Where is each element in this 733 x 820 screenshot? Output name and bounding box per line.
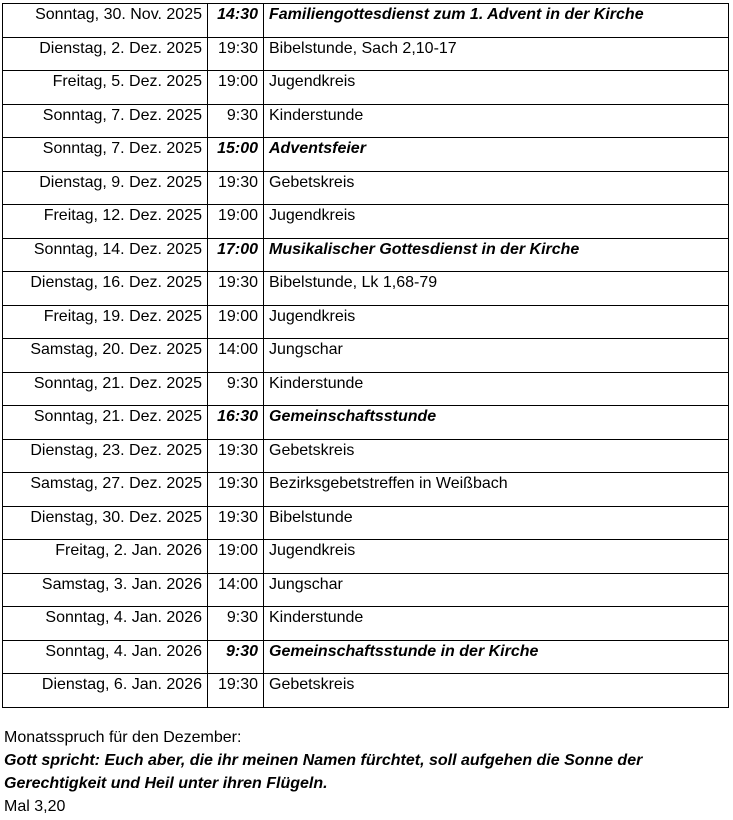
event-cell: Adventsfeier — [264, 138, 729, 172]
time-cell: 9:30 — [208, 607, 264, 641]
time-cell: 15:00 — [208, 138, 264, 172]
date-cell: Sonntag, 4. Jan. 2026 — [3, 607, 208, 641]
time-cell: 19:00 — [208, 205, 264, 239]
time-cell: 19:00 — [208, 71, 264, 105]
time-cell: 14:30 — [208, 4, 264, 38]
table-row — [3, 4, 729, 38]
table-row — [3, 439, 729, 473]
time-cell: 14:00 — [208, 339, 264, 373]
table-row — [3, 104, 729, 138]
table-row — [3, 37, 729, 71]
time-cell: 16:30 — [208, 406, 264, 440]
date-cell: Sonntag, 21. Dez. 2025 — [3, 406, 208, 440]
date-cell: Sonntag, 4. Jan. 2026 — [3, 640, 208, 674]
table-row — [3, 171, 729, 205]
event-cell: Jugendkreis — [264, 71, 729, 105]
event-cell: Bezirksgebetstreffen in Weißbach — [264, 473, 729, 507]
time-cell: 19:30 — [208, 37, 264, 71]
event-cell: Kinderstunde — [264, 607, 729, 641]
date-cell: Freitag, 5. Dez. 2025 — [3, 71, 208, 105]
date-cell: Freitag, 19. Dez. 2025 — [3, 305, 208, 339]
event-cell: Musikalischer Gottesdienst in der Kirche — [264, 238, 729, 272]
time-cell: 17:00 — [208, 238, 264, 272]
table-row — [3, 573, 729, 607]
table-row — [3, 272, 729, 306]
table-row — [3, 238, 729, 272]
date-cell: Dienstag, 9. Dez. 2025 — [3, 171, 208, 205]
date-cell: Samstag, 27. Dez. 2025 — [3, 473, 208, 507]
time-cell: 19:30 — [208, 473, 264, 507]
event-cell: Gemeinschaftsstunde — [264, 406, 729, 440]
event-cell: Jugendkreis — [264, 305, 729, 339]
table-row — [3, 473, 729, 507]
verse-heading: Monatsspruch für den Dezember: — [4, 729, 242, 746]
table-row — [3, 305, 729, 339]
date-cell: Sonntag, 14. Dez. 2025 — [3, 238, 208, 272]
date-cell: Sonntag, 30. Nov. 2025 — [3, 4, 208, 38]
table-row — [3, 540, 729, 574]
date-cell: Samstag, 3. Jan. 2026 — [3, 573, 208, 607]
verse-quote-line-2: Gerechtigkeit und Heil unter ihren Flügeln. — [4, 775, 328, 792]
verse-quote-line-1: Gott spricht: Euch aber, die ihr meinen Namen fürchtet, soll aufgehen die Sonne der — [4, 752, 643, 769]
time-cell: 19:30 — [208, 171, 264, 205]
event-cell: Kinderstunde — [264, 104, 729, 138]
event-cell: Bibelstunde — [264, 506, 729, 540]
date-cell: Sonntag, 7. Dez. 2025 — [3, 138, 208, 172]
event-cell: Kinderstunde — [264, 372, 729, 406]
time-cell: 14:00 — [208, 573, 264, 607]
table-row — [3, 674, 729, 708]
time-cell: 19:30 — [208, 674, 264, 708]
event-cell: Jugendkreis — [264, 205, 729, 239]
table-row — [3, 339, 729, 373]
date-cell: Sonntag, 7. Dez. 2025 — [3, 104, 208, 138]
date-cell: Dienstag, 2. Dez. 2025 — [3, 37, 208, 71]
event-cell: Gebetskreis — [264, 674, 729, 708]
table-row — [3, 640, 729, 674]
time-cell: 9:30 — [208, 104, 264, 138]
event-cell: Bibelstunde, Lk 1,68-79 — [264, 272, 729, 306]
event-cell: Gebetskreis — [264, 171, 729, 205]
table-row — [3, 506, 729, 540]
event-cell: Familiengottesdienst zum 1. Advent in der Kirche — [264, 4, 729, 38]
table-row — [3, 607, 729, 641]
time-cell: 19:30 — [208, 506, 264, 540]
verse-reference: Mal 3,20 — [4, 798, 66, 815]
table-row — [3, 372, 729, 406]
table-row — [3, 71, 729, 105]
time-cell: 19:00 — [208, 540, 264, 574]
date-cell: Samstag, 20. Dez. 2025 — [3, 339, 208, 373]
date-cell: Dienstag, 23. Dez. 2025 — [3, 439, 208, 473]
time-cell: 19:30 — [208, 439, 264, 473]
monthly-verse — [4, 726, 642, 818]
time-cell: 19:30 — [208, 272, 264, 306]
date-cell: Freitag, 12. Dez. 2025 — [3, 205, 208, 239]
date-cell: Dienstag, 6. Jan. 2026 — [3, 674, 208, 708]
time-cell: 9:30 — [208, 640, 264, 674]
time-cell: 9:30 — [208, 372, 264, 406]
table-row — [3, 138, 729, 172]
time-cell: 19:00 — [208, 305, 264, 339]
table-row — [3, 205, 729, 239]
schedule-table — [2, 3, 729, 708]
table-row — [3, 406, 729, 440]
schedule-body — [3, 4, 729, 708]
event-cell: Gemeinschaftsstunde in der Kirche — [264, 640, 729, 674]
date-cell: Sonntag, 21. Dez. 2025 — [3, 372, 208, 406]
date-cell: Freitag, 2. Jan. 2026 — [3, 540, 208, 574]
event-cell: Jugendkreis — [264, 540, 729, 574]
date-cell: Dienstag, 16. Dez. 2025 — [3, 272, 208, 306]
event-cell: Gebetskreis — [264, 439, 729, 473]
event-cell: Bibelstunde, Sach 2,10-17 — [264, 37, 729, 71]
event-cell: Jungschar — [264, 339, 729, 373]
event-cell: Jungschar — [264, 573, 729, 607]
date-cell: Dienstag, 30. Dez. 2025 — [3, 506, 208, 540]
